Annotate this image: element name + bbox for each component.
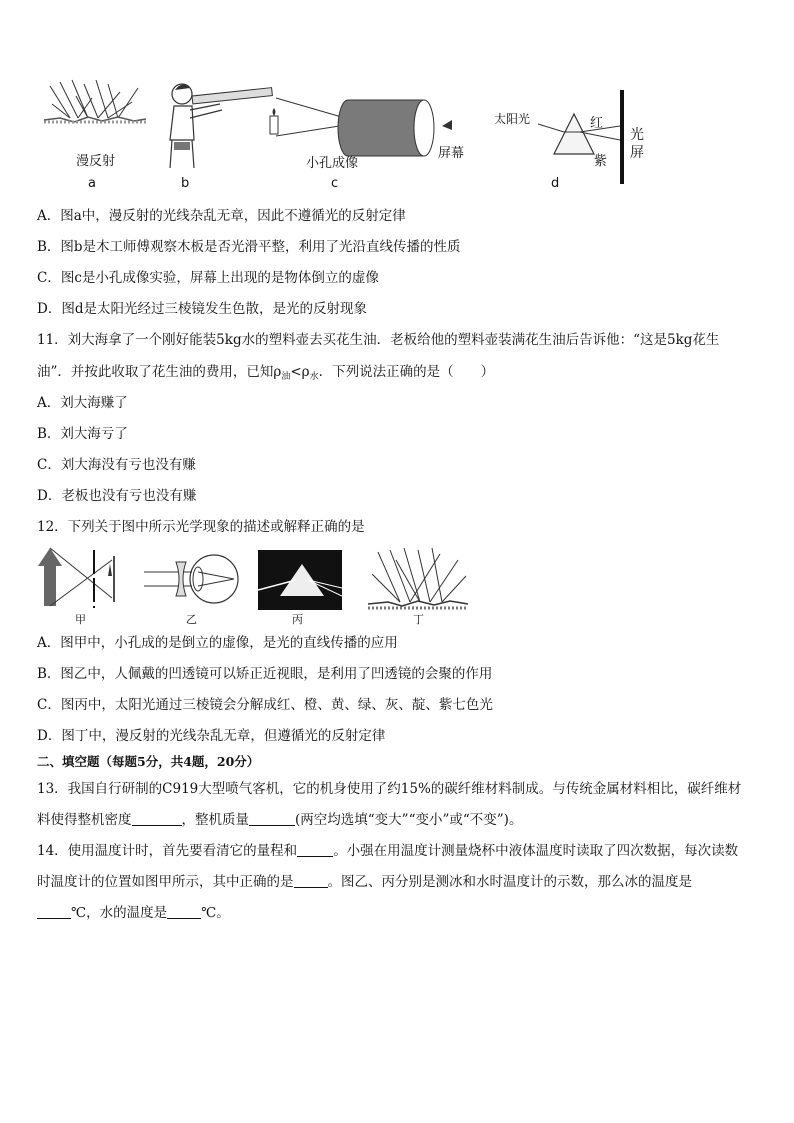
figure-d-sun-label: 太阳光 bbox=[494, 112, 531, 126]
q11-subscript-water: 水 bbox=[309, 372, 319, 382]
q10-option-d: D．图d是太阳光经过三棱镜发生色散，是光的反射现象 bbox=[37, 301, 367, 317]
q14-line1-part-b: 。小强在用温度计测量烧杯中液体温度时读取了四次数据，每次读数 bbox=[333, 843, 739, 859]
q13-line2-part-c: (两空均选填“变大”“变小”或“不变”)。 bbox=[295, 812, 523, 828]
q14-line3-part-a: ℃，水的温度是 bbox=[71, 905, 168, 921]
q12-option-b: B．图乙中，人佩戴的凹透镜可以矫正近视眼，是利用了凹透镜的会聚的作用 bbox=[37, 666, 493, 682]
figure-d-letter: d bbox=[551, 176, 560, 191]
q11-option-c: C．刘大海没有亏也没有赚 bbox=[37, 457, 196, 473]
figure-d-red-label: 红 bbox=[590, 116, 604, 131]
q11-subscript-oil: 油 bbox=[281, 372, 291, 382]
q11-line2-part-c: ．下列说法正确的是（ ） bbox=[318, 364, 495, 380]
q14-blank-correct[interactable] bbox=[294, 873, 328, 888]
q13-line2-part-b: ，整机质量 bbox=[181, 812, 249, 828]
figure-d-screen-label-1: 光 bbox=[630, 127, 644, 143]
figure-d-prism bbox=[516, 88, 628, 188]
q10-option-a: A．图a中，漫反射的光线杂乱无章，因此不遵循光的反射定律 bbox=[37, 208, 406, 224]
q14-blank-division[interactable] bbox=[297, 842, 333, 857]
q13-blank-density[interactable] bbox=[132, 811, 182, 826]
q12-stem: 12．下列关于图中所示光学现象的描述或解释正确的是 bbox=[37, 519, 365, 535]
q13-blank-mass[interactable] bbox=[249, 811, 295, 826]
q14-stem-line2 bbox=[37, 872, 692, 892]
q11-line2-part-b: <ρ bbox=[290, 364, 310, 380]
q12-figure-label-ding: 丁 bbox=[413, 613, 424, 626]
q13-stem-line1: 13．我国自行研制的C919大型喷气客机，它的机身使用了约15%的碳纤维材料制成。与传统金属材料相比，碳纤维材 bbox=[37, 781, 742, 797]
q11-option-a: A．刘大海赚了 bbox=[37, 395, 128, 411]
q12-figure-label-jia: 甲 bbox=[75, 613, 86, 626]
top-figure-row bbox=[0, 0, 794, 200]
q14-blank-ice-temp[interactable] bbox=[37, 904, 71, 919]
q11-stem-line2 bbox=[37, 362, 494, 387]
q10-option-c: C．图c是小孔成像实验，屏幕上出现的是物体倒立的虚像 bbox=[37, 270, 379, 286]
figure-c-letter: c bbox=[331, 176, 339, 191]
q13-stem-line2 bbox=[37, 810, 522, 830]
q12-figure-yi bbox=[142, 548, 246, 610]
q11-line2-part-a: 油”．并按此收取了花生油的费用，已知ρ bbox=[37, 364, 282, 380]
q12-figure-jia bbox=[36, 546, 126, 610]
figure-b-letter: b bbox=[181, 176, 190, 191]
q11-option-d: D．老板也没有亏也没有赚 bbox=[37, 488, 197, 504]
section-2-title: 二、填空题（每题5分，共4题，20分） bbox=[37, 754, 260, 769]
q12-figure-label-yi: 乙 bbox=[186, 613, 197, 626]
q14-line2-part-a: 时温度计的位置如图甲所示，其中正确的是 bbox=[37, 874, 294, 890]
figure-a-letter: a bbox=[88, 176, 96, 191]
q10-option-b: B．图b是木工师傅观察木板是否光滑平整，利用了光沿直线传播的性质 bbox=[37, 239, 461, 255]
q14-line3-part-b: ℃。 bbox=[201, 905, 230, 921]
q13-line2-part-a: 料使得整机密度 bbox=[37, 812, 132, 828]
figure-c-screen-label: 屏幕 bbox=[438, 146, 465, 161]
q14-blank-water-temp[interactable] bbox=[167, 904, 201, 919]
q12-figure-bing bbox=[258, 550, 342, 610]
figure-a-inner-label: 漫反射 bbox=[76, 154, 116, 169]
q12-figure-label-bing: 丙 bbox=[292, 613, 303, 626]
q12-option-a: A．图甲中，小孔成的是倒立的虚像，是光的直线传播的应用 bbox=[37, 635, 398, 651]
q14-line2-part-b: 。图乙、丙分别是测冰和水时温度计的示数，那么冰的温度是 bbox=[327, 874, 692, 890]
figure-c-pinhole bbox=[262, 90, 465, 161]
figure-c-inner-label: 小孔成像 bbox=[306, 156, 359, 171]
q11-option-b: B．刘大海亏了 bbox=[37, 426, 128, 442]
q14-stem-line1 bbox=[37, 841, 738, 861]
q14-line1-part-a: 14．使用温度计时，首先要看清它的量程和 bbox=[37, 843, 298, 859]
q12-figure-ding bbox=[366, 546, 470, 612]
figure-d-screen-label-2: 屏 bbox=[630, 145, 644, 161]
q11-stem-line1: 11．刘大海拿了一个刚好能装5kg水的塑料壶去买花生油．老板给他的塑料壶装满花生油后告诉他：“这是5kg花生 bbox=[37, 332, 720, 348]
q14-stem-line3 bbox=[37, 903, 230, 923]
figure-d-purple-label: 紫 bbox=[594, 154, 608, 169]
q12-option-c: C．图丙中，太阳光通过三棱镜会分解成红、橙、黄、绿、灰、靛、紫七色光 bbox=[37, 697, 493, 713]
figure-a-diffuse-reflection bbox=[40, 78, 150, 140]
q12-option-d: D．图丁中，漫反射的光线杂乱无章，但遵循光的反射定律 bbox=[37, 728, 386, 744]
